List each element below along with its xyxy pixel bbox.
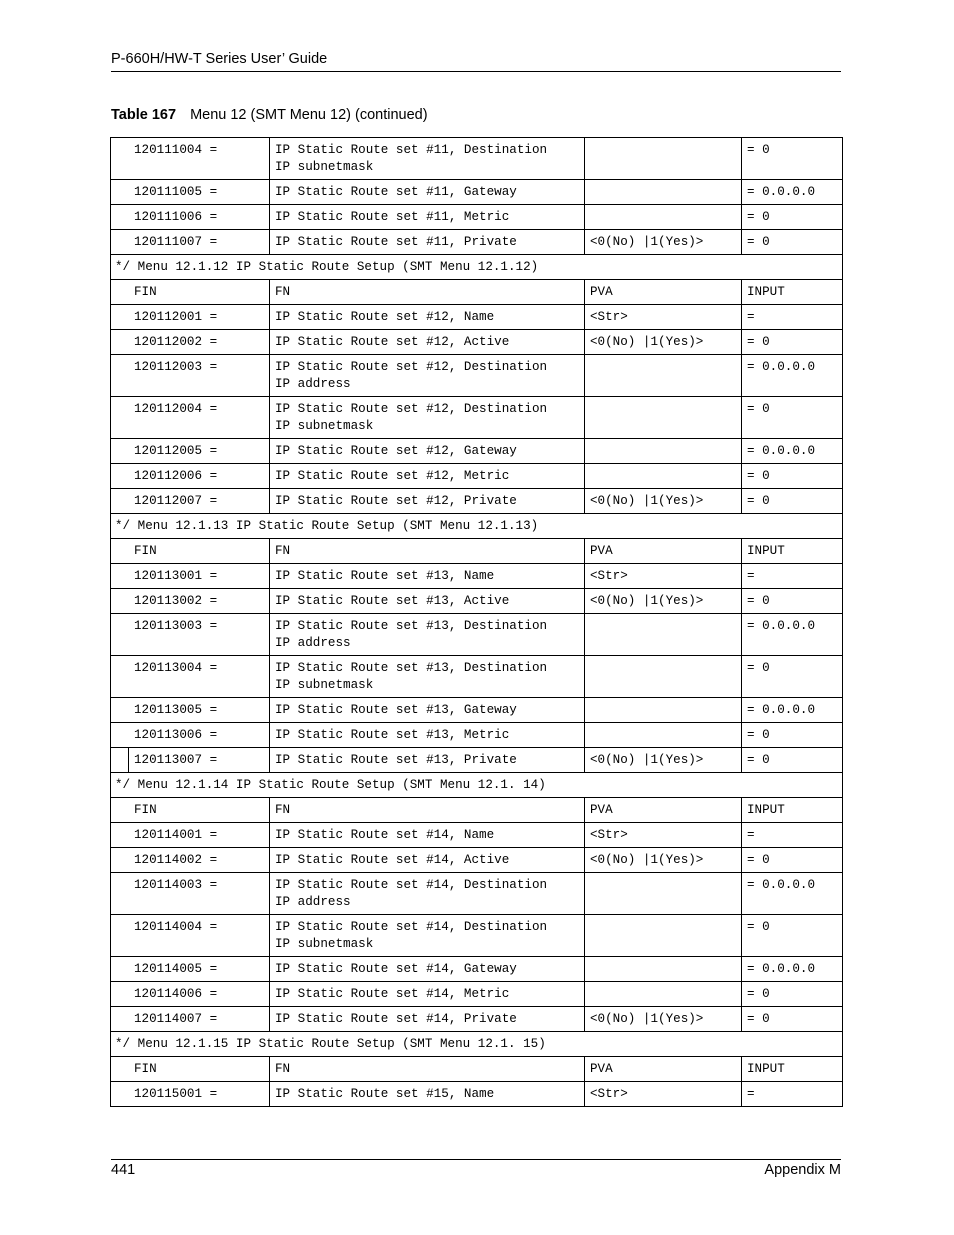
cell-input: = 0.0.0.0 bbox=[742, 614, 843, 656]
cell-fn: IP Static Route set #14, Active bbox=[270, 848, 585, 873]
cell-input: = bbox=[742, 1082, 843, 1107]
section-row bbox=[111, 255, 843, 280]
table-row bbox=[111, 355, 843, 397]
cell-fin bbox=[111, 748, 270, 773]
table-row bbox=[111, 230, 843, 255]
cell-fin: 120114006 = bbox=[111, 982, 270, 1007]
table-row bbox=[111, 589, 843, 614]
section-title: */ Menu 12.1.12 IP Static Route Setup (SMT Menu 12.1.12) bbox=[111, 255, 843, 280]
header-cell-fin: FIN bbox=[111, 798, 270, 823]
cell-fn: IP Static Route set #11, Metric bbox=[270, 205, 585, 230]
cell-fin: 120112006 = bbox=[111, 464, 270, 489]
cell-pva bbox=[585, 464, 742, 489]
cell-input: = 0.0.0.0 bbox=[742, 180, 843, 205]
cell-fn: IP Static Route set #13, Private bbox=[270, 748, 585, 773]
cell-pva: <Str> bbox=[585, 564, 742, 589]
header-cell-fn: FN bbox=[270, 280, 585, 305]
header-cell-fn: FN bbox=[270, 1057, 585, 1082]
cell-input: = 0 bbox=[742, 656, 843, 698]
cell-pva: <Str> bbox=[585, 305, 742, 330]
table-row bbox=[111, 397, 843, 439]
cell-fin: 120112002 = bbox=[111, 330, 270, 355]
header-cell-fin: FIN bbox=[111, 539, 270, 564]
table-row bbox=[111, 1007, 843, 1032]
fin-value: 120113007 = bbox=[134, 753, 218, 767]
cell-fn: IP Static Route set #13, Destination IP address bbox=[270, 614, 585, 656]
cell-fin: 120113004 = bbox=[111, 656, 270, 698]
column-header-row bbox=[111, 539, 843, 564]
footer-section-label: Appendix M bbox=[764, 1162, 841, 1178]
header-cell-fin: FIN bbox=[111, 1057, 270, 1082]
cell-fin: 120114003 = bbox=[111, 873, 270, 915]
section-row bbox=[111, 773, 843, 798]
page-header-title: P-660H/HW-T Series User’ Guide bbox=[111, 51, 328, 67]
cell-pva: <0(No) |1(Yes)> bbox=[585, 330, 742, 355]
cell-fin: 120114001 = bbox=[111, 823, 270, 848]
table-row bbox=[111, 305, 843, 330]
cell-input: = 0 bbox=[742, 748, 843, 773]
header-cell-pva: PVA bbox=[585, 539, 742, 564]
header-cell-pva: PVA bbox=[585, 1057, 742, 1082]
table-row bbox=[111, 1082, 843, 1107]
table-row bbox=[111, 138, 843, 180]
table-row bbox=[111, 205, 843, 230]
cell-input: = 0.0.0.0 bbox=[742, 439, 843, 464]
cell-pva: <0(No) |1(Yes)> bbox=[585, 1007, 742, 1032]
cell-fn: IP Static Route set #12, Destination IP subnetmask bbox=[270, 397, 585, 439]
cell-fin: 120114007 = bbox=[111, 1007, 270, 1032]
column-header-row bbox=[111, 280, 843, 305]
cell-pva: <0(No) |1(Yes)> bbox=[585, 848, 742, 873]
cell-divider-mark bbox=[128, 748, 129, 772]
cell-input: = 0 bbox=[742, 205, 843, 230]
cell-fin: 120113003 = bbox=[111, 614, 270, 656]
cell-fn: IP Static Route set #12, Gateway bbox=[270, 439, 585, 464]
cell-input: = 0 bbox=[742, 723, 843, 748]
cell-fn: IP Static Route set #12, Metric bbox=[270, 464, 585, 489]
cell-pva bbox=[585, 138, 742, 180]
column-header-row bbox=[111, 798, 843, 823]
table-row bbox=[111, 656, 843, 698]
cell-fin: 120111006 = bbox=[111, 205, 270, 230]
header-cell-fn: FN bbox=[270, 539, 585, 564]
header-cell-input: INPUT bbox=[742, 539, 843, 564]
cell-input: = 0 bbox=[742, 982, 843, 1007]
table-row bbox=[111, 748, 843, 773]
table-row bbox=[111, 823, 843, 848]
cell-fin: 120113002 = bbox=[111, 589, 270, 614]
header-cell-input: INPUT bbox=[742, 798, 843, 823]
table-row bbox=[111, 614, 843, 656]
cell-fn: IP Static Route set #12, Name bbox=[270, 305, 585, 330]
cell-fn: IP Static Route set #14, Gateway bbox=[270, 957, 585, 982]
header-cell-pva: PVA bbox=[585, 798, 742, 823]
cell-pva bbox=[585, 957, 742, 982]
section-row bbox=[111, 1032, 843, 1057]
cell-fn: IP Static Route set #11, Destination IP subnetmask bbox=[270, 138, 585, 180]
section-title: */ Menu 12.1.13 IP Static Route Setup (SMT Menu 12.1.13) bbox=[111, 514, 843, 539]
cell-pva bbox=[585, 656, 742, 698]
cell-fin: 120113001 = bbox=[111, 564, 270, 589]
cell-fin: 120111007 = bbox=[111, 230, 270, 255]
cell-fn: IP Static Route set #13, Active bbox=[270, 589, 585, 614]
cell-input: = bbox=[742, 305, 843, 330]
table-row bbox=[111, 489, 843, 514]
cell-fn: IP Static Route set #11, Gateway bbox=[270, 180, 585, 205]
header-cell-input: INPUT bbox=[742, 1057, 843, 1082]
header-cell-input: INPUT bbox=[742, 280, 843, 305]
cell-fn: IP Static Route set #12, Destination IP address bbox=[270, 355, 585, 397]
cell-pva bbox=[585, 439, 742, 464]
header-divider bbox=[111, 71, 841, 72]
cell-pva: <0(No) |1(Yes)> bbox=[585, 489, 742, 514]
cell-input: = 0 bbox=[742, 230, 843, 255]
cell-fin: 120114002 = bbox=[111, 848, 270, 873]
cell-input: = 0 bbox=[742, 330, 843, 355]
cell-input: = 0.0.0.0 bbox=[742, 698, 843, 723]
page-number: 441 bbox=[111, 1162, 136, 1178]
cell-pva bbox=[585, 982, 742, 1007]
table-row bbox=[111, 698, 843, 723]
header-cell-pva: PVA bbox=[585, 280, 742, 305]
section-row bbox=[111, 514, 843, 539]
cell-input: = bbox=[742, 823, 843, 848]
table-row bbox=[111, 848, 843, 873]
cell-fin: 120112004 = bbox=[111, 397, 270, 439]
table-row bbox=[111, 439, 843, 464]
cell-input: = 0 bbox=[742, 589, 843, 614]
menu-table bbox=[110, 137, 843, 1107]
cell-fn: IP Static Route set #13, Name bbox=[270, 564, 585, 589]
cell-fin: 120111004 = bbox=[111, 138, 270, 180]
cell-fin: 120111005 = bbox=[111, 180, 270, 205]
cell-pva: <Str> bbox=[585, 823, 742, 848]
table-row bbox=[111, 982, 843, 1007]
cell-fin: 120113006 = bbox=[111, 723, 270, 748]
cell-fn: IP Static Route set #13, Destination IP subnetmask bbox=[270, 656, 585, 698]
fin-value-wrapper bbox=[134, 752, 264, 769]
cell-fn: IP Static Route set #13, Gateway bbox=[270, 698, 585, 723]
cell-fin: 120114004 = bbox=[111, 915, 270, 957]
section-title: */ Menu 12.1.14 IP Static Route Setup (SMT Menu 12.1. 14) bbox=[111, 773, 843, 798]
cell-input: = 0.0.0.0 bbox=[742, 873, 843, 915]
cell-pva bbox=[585, 698, 742, 723]
cell-pva bbox=[585, 915, 742, 957]
table-row bbox=[111, 180, 843, 205]
section-title: */ Menu 12.1.15 IP Static Route Setup (SMT Menu 12.1. 15) bbox=[111, 1032, 843, 1057]
cell-pva: <0(No) |1(Yes)> bbox=[585, 589, 742, 614]
column-header-row bbox=[111, 1057, 843, 1082]
cell-fn: IP Static Route set #12, Private bbox=[270, 489, 585, 514]
table-row bbox=[111, 330, 843, 355]
table-caption-text: Menu 12 (SMT Menu 12) (continued) bbox=[190, 107, 428, 123]
cell-fin: 120113005 = bbox=[111, 698, 270, 723]
cell-input: = 0 bbox=[742, 397, 843, 439]
cell-fin: 120112005 = bbox=[111, 439, 270, 464]
cell-input: = 0 bbox=[742, 848, 843, 873]
cell-fn: IP Static Route set #12, Active bbox=[270, 330, 585, 355]
footer-divider bbox=[111, 1159, 841, 1160]
table-row bbox=[111, 873, 843, 915]
cell-input: = 0 bbox=[742, 464, 843, 489]
table-row bbox=[111, 915, 843, 957]
cell-fin: 120114005 = bbox=[111, 957, 270, 982]
table-row bbox=[111, 723, 843, 748]
table-row bbox=[111, 564, 843, 589]
cell-input: = 0 bbox=[742, 915, 843, 957]
cell-fn: IP Static Route set #14, Destination IP subnetmask bbox=[270, 915, 585, 957]
cell-fin: 120112007 = bbox=[111, 489, 270, 514]
cell-pva bbox=[585, 723, 742, 748]
cell-input: = 0 bbox=[742, 138, 843, 180]
cell-fin: 120112001 = bbox=[111, 305, 270, 330]
cell-input: = 0.0.0.0 bbox=[742, 355, 843, 397]
table-row bbox=[111, 957, 843, 982]
header-cell-fin: FIN bbox=[111, 280, 270, 305]
header-cell-fn: FN bbox=[270, 798, 585, 823]
cell-input: = 0.0.0.0 bbox=[742, 957, 843, 982]
cell-pva bbox=[585, 873, 742, 915]
cell-pva: <0(No) |1(Yes)> bbox=[585, 230, 742, 255]
cell-pva bbox=[585, 180, 742, 205]
cell-pva bbox=[585, 355, 742, 397]
cell-pva: <0(No) |1(Yes)> bbox=[585, 748, 742, 773]
table-row bbox=[111, 464, 843, 489]
cell-fn: IP Static Route set #14, Metric bbox=[270, 982, 585, 1007]
table-caption bbox=[111, 107, 428, 123]
cell-pva bbox=[585, 205, 742, 230]
cell-pva bbox=[585, 614, 742, 656]
table-caption-label: Table 167 bbox=[111, 107, 177, 123]
cell-fn: IP Static Route set #13, Metric bbox=[270, 723, 585, 748]
cell-pva bbox=[585, 397, 742, 439]
cell-fin: 120115001 = bbox=[111, 1082, 270, 1107]
cell-fn: IP Static Route set #14, Name bbox=[270, 823, 585, 848]
cell-input: = 0 bbox=[742, 1007, 843, 1032]
cell-input: = 0 bbox=[742, 489, 843, 514]
cell-fin: 120112003 = bbox=[111, 355, 270, 397]
cell-fn: IP Static Route set #14, Private bbox=[270, 1007, 585, 1032]
cell-fn: IP Static Route set #15, Name bbox=[270, 1082, 585, 1107]
cell-input: = bbox=[742, 564, 843, 589]
menu-table-body bbox=[111, 138, 843, 1107]
cell-fn: IP Static Route set #14, Destination IP address bbox=[270, 873, 585, 915]
cell-fn: IP Static Route set #11, Private bbox=[270, 230, 585, 255]
cell-pva: <Str> bbox=[585, 1082, 742, 1107]
